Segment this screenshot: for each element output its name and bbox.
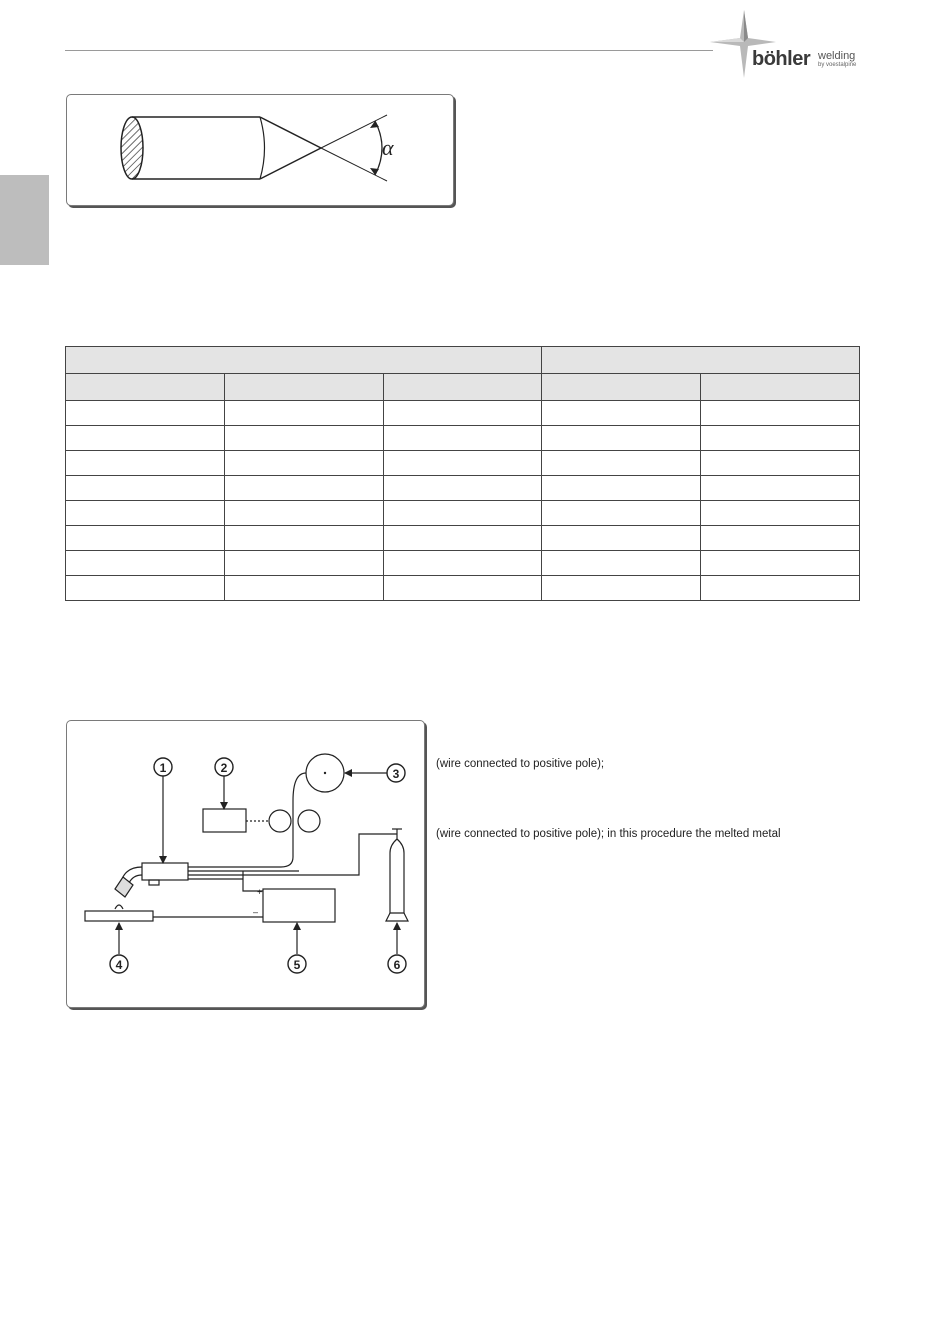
table-cell [224,576,383,601]
table-cell [66,451,225,476]
table-group-header [542,347,860,374]
table-cell [383,551,542,576]
polarity-note-1: (wire connected to positive pole); [436,758,605,770]
torch-body-shape [142,863,188,880]
table-row [66,401,860,426]
table-row [66,501,860,526]
table-row [66,476,860,501]
table-cell [542,451,701,476]
table-column-header [701,374,860,401]
table-column-header [542,374,701,401]
table-row [66,426,860,451]
table-row [66,526,860,551]
polarity-note-2: (wire connected to positive pole); in this procedure the melted metal [436,828,781,840]
table-cell [66,551,225,576]
negative-pole-sign: – [253,907,259,917]
table-cell [542,551,701,576]
brand-wordmark: böhler [752,48,811,70]
angle-alpha-label: α [382,135,394,160]
marker-4-label: 4 [115,958,123,972]
table-cell [383,576,542,601]
table-row [66,576,860,601]
electrode-drawing [67,95,453,205]
table-cell [383,526,542,551]
parameters-table [65,346,860,601]
table-column-header [66,374,225,401]
table-column-header-row [66,374,860,401]
table-cell [701,551,860,576]
table-group-header [66,347,542,374]
workpiece-shape [85,911,153,921]
brand-tagline: by voestalpine [818,62,857,68]
table-cell [542,476,701,501]
table-cell [66,576,225,601]
table-cell [701,526,860,551]
marker-3-label: 3 [392,767,400,781]
table-cell [66,476,225,501]
marker-4 [110,955,128,973]
marker-6 [388,955,406,973]
table-cell [66,526,225,551]
marker-1 [154,758,172,776]
brand-subtitle: welding [818,50,856,62]
electrode-angle-figure [66,94,454,206]
marker-1-label: 1 [159,761,167,775]
marker-5 [288,955,306,973]
welding-setup-diagram [67,721,424,1007]
table-cell [701,426,860,451]
table-cell [542,576,701,601]
welding-setup-figure [66,720,425,1008]
table-group-header-row [66,347,860,374]
drive-roll-lower [298,810,320,832]
table-cell [701,501,860,526]
header-divider [65,50,713,51]
table-cell [383,476,542,501]
marker-6-label: 6 [393,958,401,972]
table-cell [224,476,383,501]
table-cell [66,426,225,451]
section-side-tab [0,175,49,265]
table-cell [542,401,701,426]
marker-3 [387,764,405,782]
table-cell [701,476,860,501]
table-cell [542,526,701,551]
table-row [66,551,860,576]
table-cell [542,426,701,451]
table-cell [701,576,860,601]
drive-roll-upper [269,810,291,832]
table-cell [66,501,225,526]
power-source-box [263,889,335,922]
table-cell [224,451,383,476]
table-cell [224,401,383,426]
marker-2 [215,758,233,776]
wire-feeder-box [203,809,246,832]
marker-2-label: 2 [220,761,228,775]
table-row [66,451,860,476]
gas-cylinder-shape [390,839,404,913]
table-cell [224,501,383,526]
table-cell [383,401,542,426]
table-cell [383,451,542,476]
positive-pole-sign: + [257,887,263,897]
table-cell [224,526,383,551]
marker-5-label: 5 [293,958,301,972]
table-cell [224,426,383,451]
table-cell [383,426,542,451]
table-cell [66,401,225,426]
table-cell [542,501,701,526]
table-cell [224,551,383,576]
table-cell [383,501,542,526]
table-column-header [224,374,383,401]
table-cell [701,451,860,476]
table-column-header [383,374,542,401]
table-cell [701,401,860,426]
